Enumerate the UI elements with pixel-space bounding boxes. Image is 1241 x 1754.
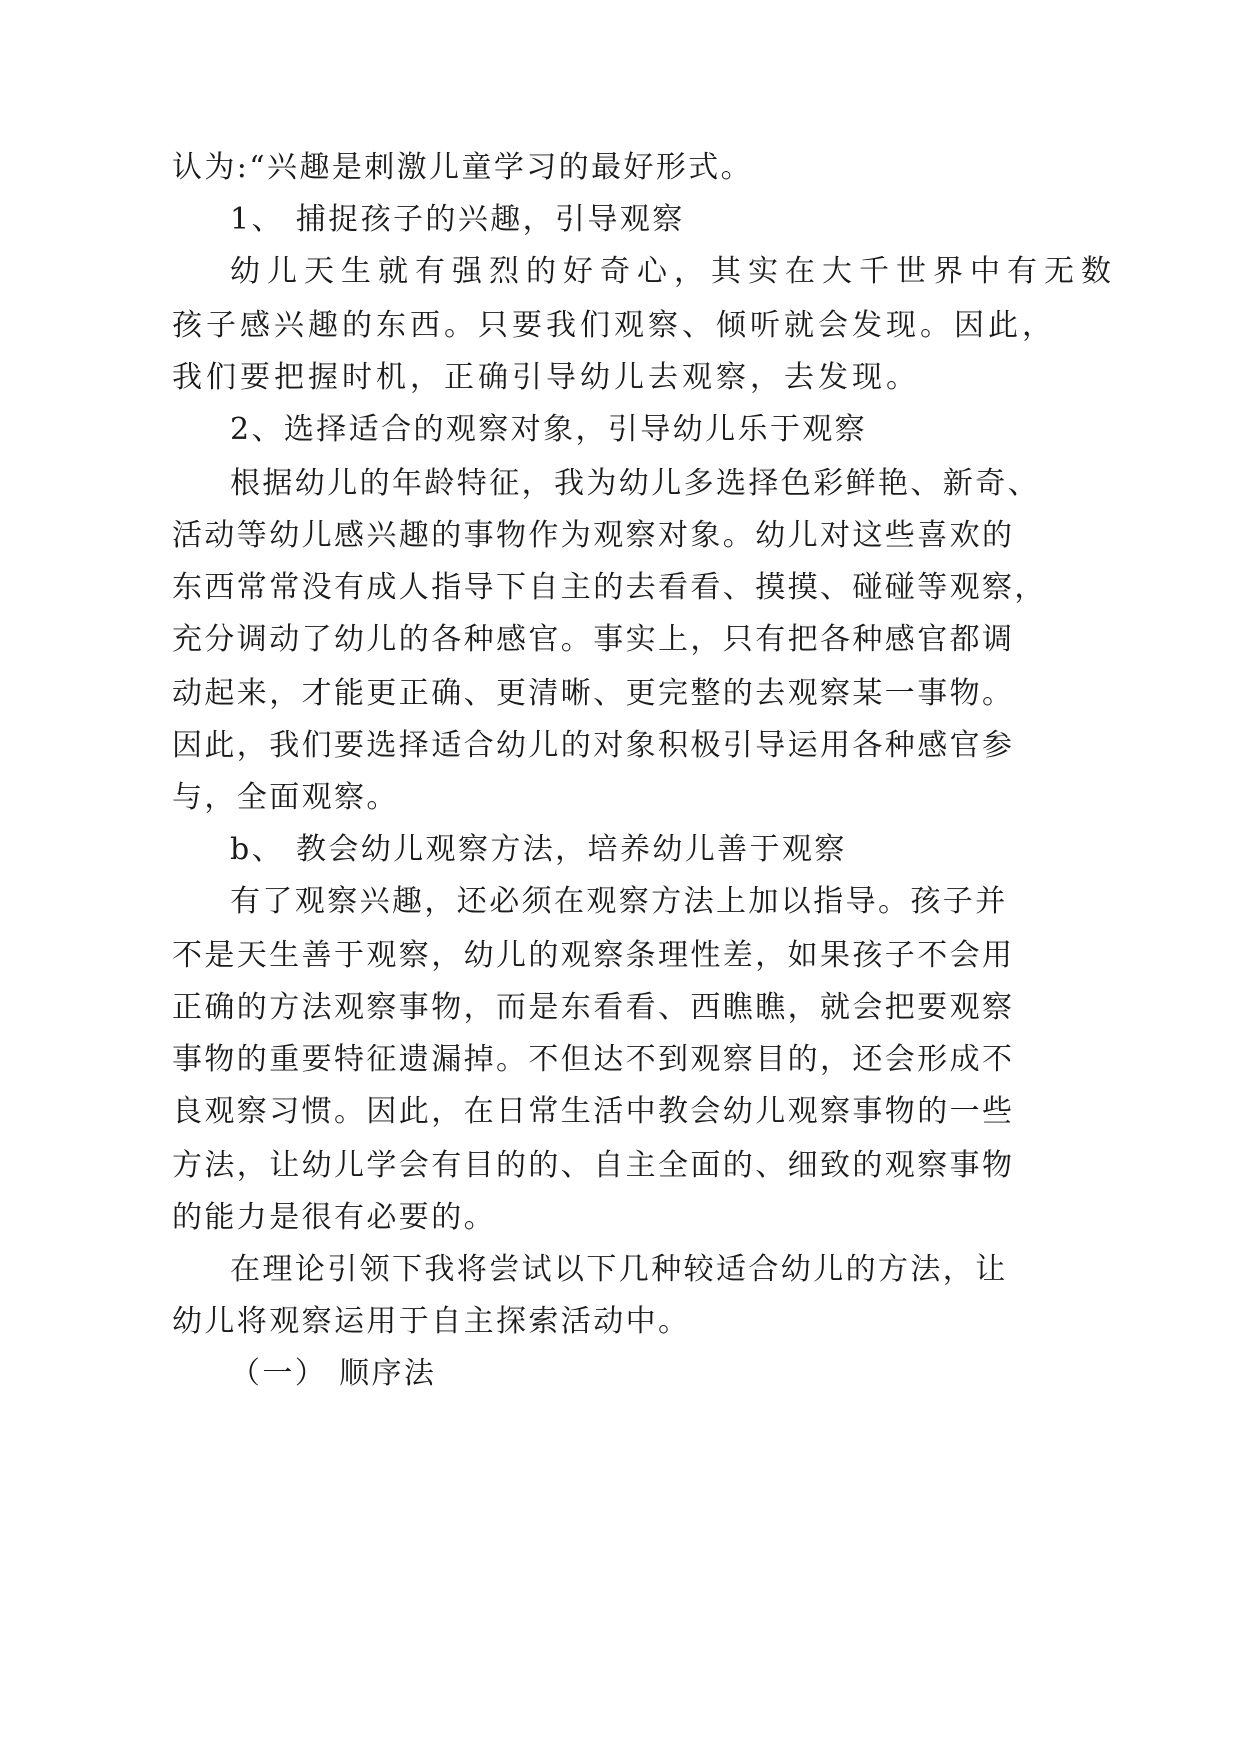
text-line: 在理论引领下我将尝试以下几种较适合幼儿的方法，让 xyxy=(230,1252,1008,1287)
text-line: 动起来，才能更正确、更清晰、更完整的去观察某一事物。 xyxy=(172,676,1015,711)
heading-select-objects: 2、选择适合的观察对象，引导幼儿乐于观察 xyxy=(230,412,868,447)
text-line: 有了观察兴趣，还必须在观察方法上加以指导。孩子并 xyxy=(230,884,1008,919)
text-line: 因此，我们要选择适合幼儿的对象积极引导运用各种感官参 xyxy=(172,728,1015,763)
text-line: 方法，让幼儿学会有目的的、自主全面的、细致的观察事物 xyxy=(172,1148,1015,1183)
text-line: 与，全面观察。 xyxy=(172,780,399,815)
text-line: 事物的重要特征遗漏掉。不但达不到观察目的，还会形成不 xyxy=(172,1042,1015,1077)
text-line: 活动等幼儿感兴趣的事物作为观察对象。幼儿对这些喜欢的 xyxy=(172,518,1015,553)
text-line: 幼儿天生就有强烈的好奇心，其实在大千世界中有无数 xyxy=(230,254,1118,289)
text-line: 我们要把握时机，正确引导幼儿去观察，去发现。 xyxy=(172,360,920,395)
text-line: 孩子感兴趣的东西。只要我们观察、倾听就会发现。因此， xyxy=(172,308,1056,343)
text-line: 正确的方法观察事物，而是东看看、西瞧瞧，就会把要观察 xyxy=(172,990,1015,1025)
text-line: 充分调动了幼儿的各种感官。事实上，只有把各种感官都调 xyxy=(172,622,1015,657)
heading-capture-interest: 1、 捕捉孩子的兴趣，引导观察 xyxy=(230,202,685,237)
text-line: 幼儿将观察运用于自主探索活动中。 xyxy=(172,1304,691,1339)
heading-sequence-method: （一） 顺序法 xyxy=(230,1356,437,1391)
text-line: 的能力是很有必要的。 xyxy=(172,1200,496,1235)
text-line: 良观察习惯。因此，在日常生活中教会幼儿观察事物的一些 xyxy=(172,1094,1015,1129)
text-line: 东西常常没有成人指导下自主的去看看、摸摸、碰碰等观察， xyxy=(172,570,1047,605)
heading-teach-methods: b、 教会幼儿观察方法，培养幼儿善于观察 xyxy=(230,832,847,867)
text-line: 不是天生善于观察，幼儿的观察条理性差，如果孩子不会用 xyxy=(172,938,1015,973)
text-line: 根据幼儿的年龄特征，我为幼儿多选择色彩鲜艳、新奇、 xyxy=(230,466,1040,501)
text-line: 认为:“兴趣是刺激儿童学习的最好形式。 xyxy=(172,150,754,185)
